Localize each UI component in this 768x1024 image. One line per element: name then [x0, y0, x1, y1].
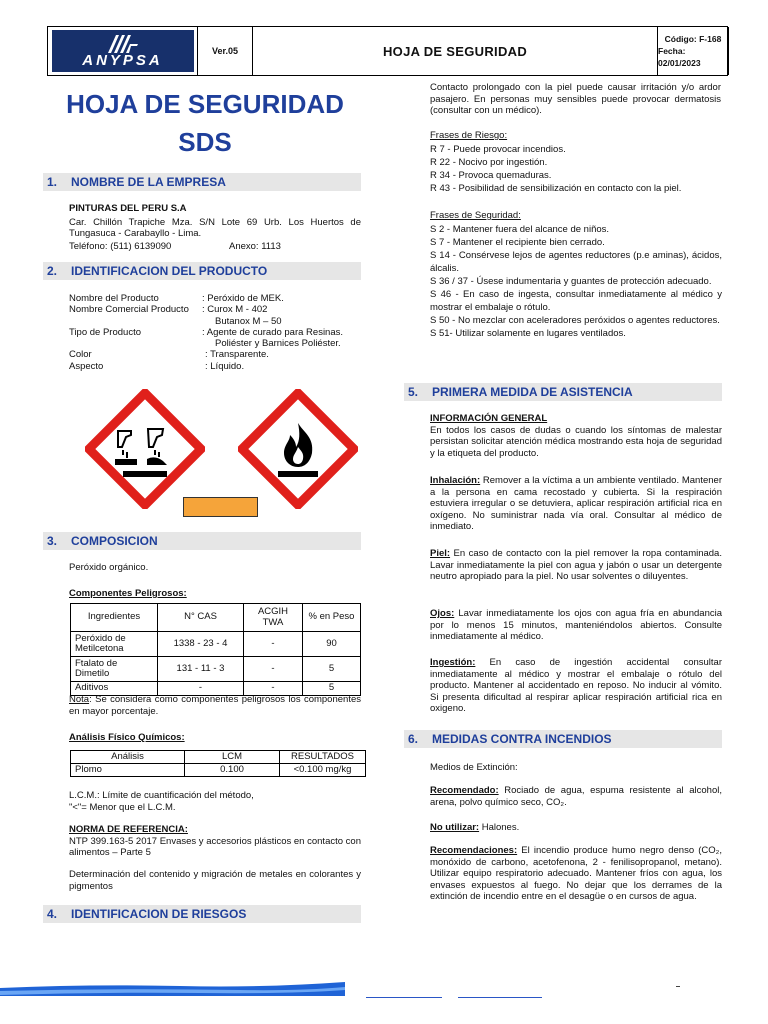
- logo-text: ANYPSA: [82, 52, 163, 69]
- date-label: Fecha: 02/01/2023: [658, 46, 701, 68]
- section-5-header: [404, 383, 722, 401]
- safety-title: Frases de Seguridad:: [430, 210, 521, 221]
- ingestion-text: En caso de ingestión accidental consultar inmediatamente al médico y mostrar el embalaje o rótulo del producto. Mantener al accidentado en reposo. No inducir al vómito. Si presenta dificultad al respirar aplicar respiración artificial rica en oxigeno.: [430, 657, 722, 714]
- components-title: Componentes Peligrosos:: [69, 588, 187, 599]
- composition-intro: Peróxido orgánico.: [69, 562, 149, 573]
- table-cell: 5: [303, 657, 361, 682]
- section-number: 4.: [47, 907, 58, 921]
- company-logo: [48, 27, 198, 75]
- footer-wave-decoration: [0, 982, 345, 996]
- section-6-header: [404, 730, 722, 748]
- section-title: IDENTIFICACION DE RIESGOS: [71, 907, 247, 921]
- lcm-line-1: L.C.M.: Límite de cuantificación del método,: [69, 790, 254, 801]
- main-title-line2: SDS: [178, 127, 232, 157]
- eyes-text: Lavar inmediatamente los ojos con agua fría en abundancia por lo menos 15 minutos, manteniéndolos abiertos. Consulte inmediatamente al médico.: [430, 608, 722, 642]
- risk-title: Frases de Riesgo:: [430, 130, 508, 141]
- inhalation-label: Inhalación:: [430, 475, 481, 486]
- section-title: IDENTIFICACION DEL PRODUCTO: [71, 264, 268, 278]
- safety-item: S 46 - En caso de ingesta, consultar inmediatamente al médico y mostrar el embalaje o rótulo.: [430, 288, 722, 313]
- first-aid-general: [430, 413, 722, 459]
- hazard-color-box: [183, 497, 258, 517]
- fire-not-use: [430, 822, 722, 834]
- section-number: 6.: [408, 732, 419, 746]
- section-title: NOMBRE DE LA EMPRESA: [71, 175, 226, 189]
- table-cell: 0.100: [185, 764, 280, 777]
- section-title: COMPOSICION: [71, 534, 158, 548]
- field-label: Tipo de Producto: [69, 326, 141, 338]
- table-header: N° CAS: [158, 604, 244, 632]
- risk-phrases: [430, 130, 722, 195]
- table-cell: <0.100 mg/kg: [280, 764, 366, 777]
- section-2-header: [43, 262, 361, 280]
- field-label: Aspecto: [69, 360, 104, 372]
- section-number: 2.: [47, 264, 58, 278]
- table-cell: 1338 - 23 - 4: [158, 632, 244, 657]
- footer-line: [366, 997, 442, 998]
- table-header: RESULTADOS: [280, 751, 366, 764]
- table-header: Ingredientes: [71, 604, 158, 632]
- recommended-text: Rociado de agua, espuma resistente al alcohol, arena, polvo químico seco, CO₂.: [430, 785, 722, 808]
- company-phone: Teléfono: (511) 6139090: [69, 240, 172, 252]
- safety-item: S 50 - No mezclar con aceleradores peróxidos o agentes reductores.: [430, 314, 720, 326]
- company-address: Car. Chillón Trapiche Mza. S/N Lote 69 Urb. Los Huertos de Tungasuca - Carabayllo - Lima.: [69, 216, 361, 239]
- field-value: : Transparente.: [205, 349, 269, 361]
- risk-item: R 22 - Nocivo por ingestión.: [430, 156, 548, 168]
- table-cell: Ftalato de Dimetilo: [71, 657, 158, 682]
- header-title: HOJA DE SEGURIDAD: [253, 27, 658, 75]
- version-label: Ver.05: [198, 27, 253, 75]
- fire-recommendations: [430, 845, 722, 903]
- document-header: [47, 26, 728, 76]
- table-header: ACGIH TWA: [244, 604, 303, 632]
- note-label: Nota: [69, 694, 90, 705]
- section-number: 3.: [47, 534, 58, 548]
- safety-phrases: [430, 210, 722, 340]
- section-number: 5.: [408, 385, 419, 399]
- recommended-label: Recomendado:: [430, 785, 499, 796]
- analysis-table: [70, 750, 366, 777]
- inhalation-text: Remover a la víctima a un ambiente ventilado. Mantener a la persona en cama recostado y cubierta. Si la respiración estuviera irregular o se detuviera, aplicar respiración artificial rica en oxígeno. No suministrar nada vía oral. Consultar al médico de inmediato.: [430, 475, 722, 532]
- safety-item: S 51- Utilizar solamente en lugares ventilados.: [430, 327, 626, 339]
- table-cell: -: [244, 657, 303, 682]
- safety-item: S 14 - Consérvese lejos de agentes reductores (p.e aminas), ácidos, álcalis.: [430, 249, 722, 274]
- table-cell: -: [244, 682, 303, 696]
- general-title: INFORMACIÓN GENERAL: [430, 413, 548, 424]
- general-text: En todos los casos de dudas o cuando los síntomas de malestar persistan solicitar atención médica mostrando esta hoja de seguridad y la etiqueta del producto.: [430, 424, 722, 459]
- determination-text: Determinación del contenido y migración de metales en colorantes y pigmentos: [69, 869, 361, 892]
- eyes-label: Ojos:: [430, 608, 455, 619]
- field-value: : Líquido.: [205, 360, 245, 372]
- logo-stripes-icon: [106, 33, 140, 53]
- fire-recommended: [430, 785, 722, 808]
- section-3-header: [43, 532, 361, 550]
- table-cell: 131 - 11 - 3: [158, 657, 244, 682]
- field-value: Poliéster y Barnices Poliéster.: [215, 338, 341, 350]
- norm-text: NTP 399.163-5 2017 Envases y accesorios plásticos en contacto con alimentos – Parte 5: [69, 835, 361, 858]
- first-aid-ingestion: [430, 657, 722, 715]
- section-1-header: [43, 173, 361, 191]
- norm-title: NORMA DE REFERENCIA:: [69, 824, 188, 835]
- reference-norm: [69, 824, 361, 859]
- lcm-notes: [69, 790, 361, 813]
- safety-item: S 2 - Mantener fuera del alcance de niños.: [430, 223, 610, 235]
- table-cell: Aditivos: [71, 682, 158, 696]
- footer-line: [458, 997, 542, 998]
- not-use-text: Halones.: [479, 822, 520, 833]
- composition-note: [69, 694, 361, 717]
- company-annex: Anexo: 1113: [229, 240, 281, 252]
- section-number: 1.: [47, 175, 58, 189]
- company-name: PINTURAS DEL PERU S.A: [69, 203, 187, 214]
- table-cell: 90: [303, 632, 361, 657]
- analysis-title: Análisis Físico Químicos:: [69, 732, 185, 743]
- table-row: [71, 632, 361, 657]
- flammable-pictogram-icon: [238, 389, 358, 509]
- corrosive-pictogram-icon: [85, 389, 205, 509]
- field-value: : Peróxido de MEK.: [202, 293, 284, 304]
- not-use-label: No utilizar:: [430, 822, 480, 833]
- field-label: Color: [69, 349, 92, 361]
- ingestion-label: Ingestión:: [430, 657, 476, 668]
- skin-contact-text: Contacto prolongado con la piel puede causar irritación y/o ardor pasajero. En personas muy sensibles puede provocar dermatosis (consultar con un médico).: [430, 82, 721, 116]
- field-value: Butanox M – 50: [215, 315, 282, 327]
- skin-label: Piel:: [430, 548, 451, 559]
- field-label: Nombre Comercial Producto: [69, 304, 189, 316]
- table-cell: 5: [303, 682, 361, 696]
- lcm-line-2: "<"= Menor que el L.C.M.: [69, 801, 176, 813]
- first-aid-inhalation: [430, 475, 722, 533]
- extinction-media: Medios de Extinción:: [430, 762, 518, 773]
- footer-mark: [676, 986, 680, 987]
- skin-text: En caso de contacto con la piel remover la ropa contaminada. Lavar inmediatamente la piel con agua y jabón o usar un detergente neutro apropiado para la piel. No usar solventes o diluyentes.: [430, 548, 722, 582]
- table-cell: Plomo: [71, 764, 185, 777]
- field-value: : Curox M - 402: [202, 304, 268, 316]
- note-text: : Se considera como componentes peligrosos los componentes en mayor porcentaje.: [69, 694, 361, 717]
- first-aid-skin: [430, 548, 722, 583]
- table-cell: -: [244, 632, 303, 657]
- safety-item: S 7 - Mantener el recipiente bien cerrado.: [430, 236, 605, 248]
- table-header: Análisis: [71, 751, 185, 764]
- main-title-line1: HOJA DE SEGURIDAD: [66, 89, 344, 119]
- main-title: [45, 87, 365, 160]
- product-id-list: [69, 293, 364, 372]
- recommendations-label: Recomendaciones:: [430, 845, 518, 856]
- safety-item: S 36 / 37 - Úsese indumentaria y guantes de protección adecuado.: [430, 275, 712, 287]
- table-header: % en Peso: [303, 604, 361, 632]
- risk-item: R 34 - Provoca quemaduras.: [430, 169, 552, 181]
- first-aid-eyes: [430, 608, 722, 643]
- code-label: Código: F-168: [664, 34, 722, 44]
- section-title: MEDIDAS CONTRA INCENDIOS: [432, 732, 612, 746]
- document-code: [658, 27, 729, 75]
- company-block: [69, 203, 361, 252]
- risk-item: R 43 - Posibilidad de sensibilización en contacto con la piel.: [430, 182, 682, 194]
- section-4-header: [43, 905, 361, 923]
- table-header: LCM: [185, 751, 280, 764]
- field-label: Nombre del Producto: [69, 293, 159, 304]
- field-value: : Agente de curado para Resinas.: [202, 326, 344, 338]
- components-table: [70, 603, 361, 696]
- section-title: PRIMERA MEDIDA DE ASISTENCIA: [432, 385, 633, 399]
- table-cell: Peróxido de Metilcetona: [71, 632, 158, 657]
- table-cell: -: [158, 682, 244, 696]
- recommendations-text: El incendio produce humo negro denso (CO₂, monóxido de carbono, acetofenona, 2 - fenilisopropanol, metano). Utilizar equipo respiratorio adecuado. Mantener fríos con agua, los envases expuestos al fuego. No dejar que los derrames de la extinción de incendio entre en el desagüe o en cursos de agua.: [430, 845, 722, 902]
- table-row: [71, 657, 361, 682]
- table-row: [71, 764, 366, 777]
- risk-item: R 7 - Puede provocar incendios.: [430, 143, 566, 155]
